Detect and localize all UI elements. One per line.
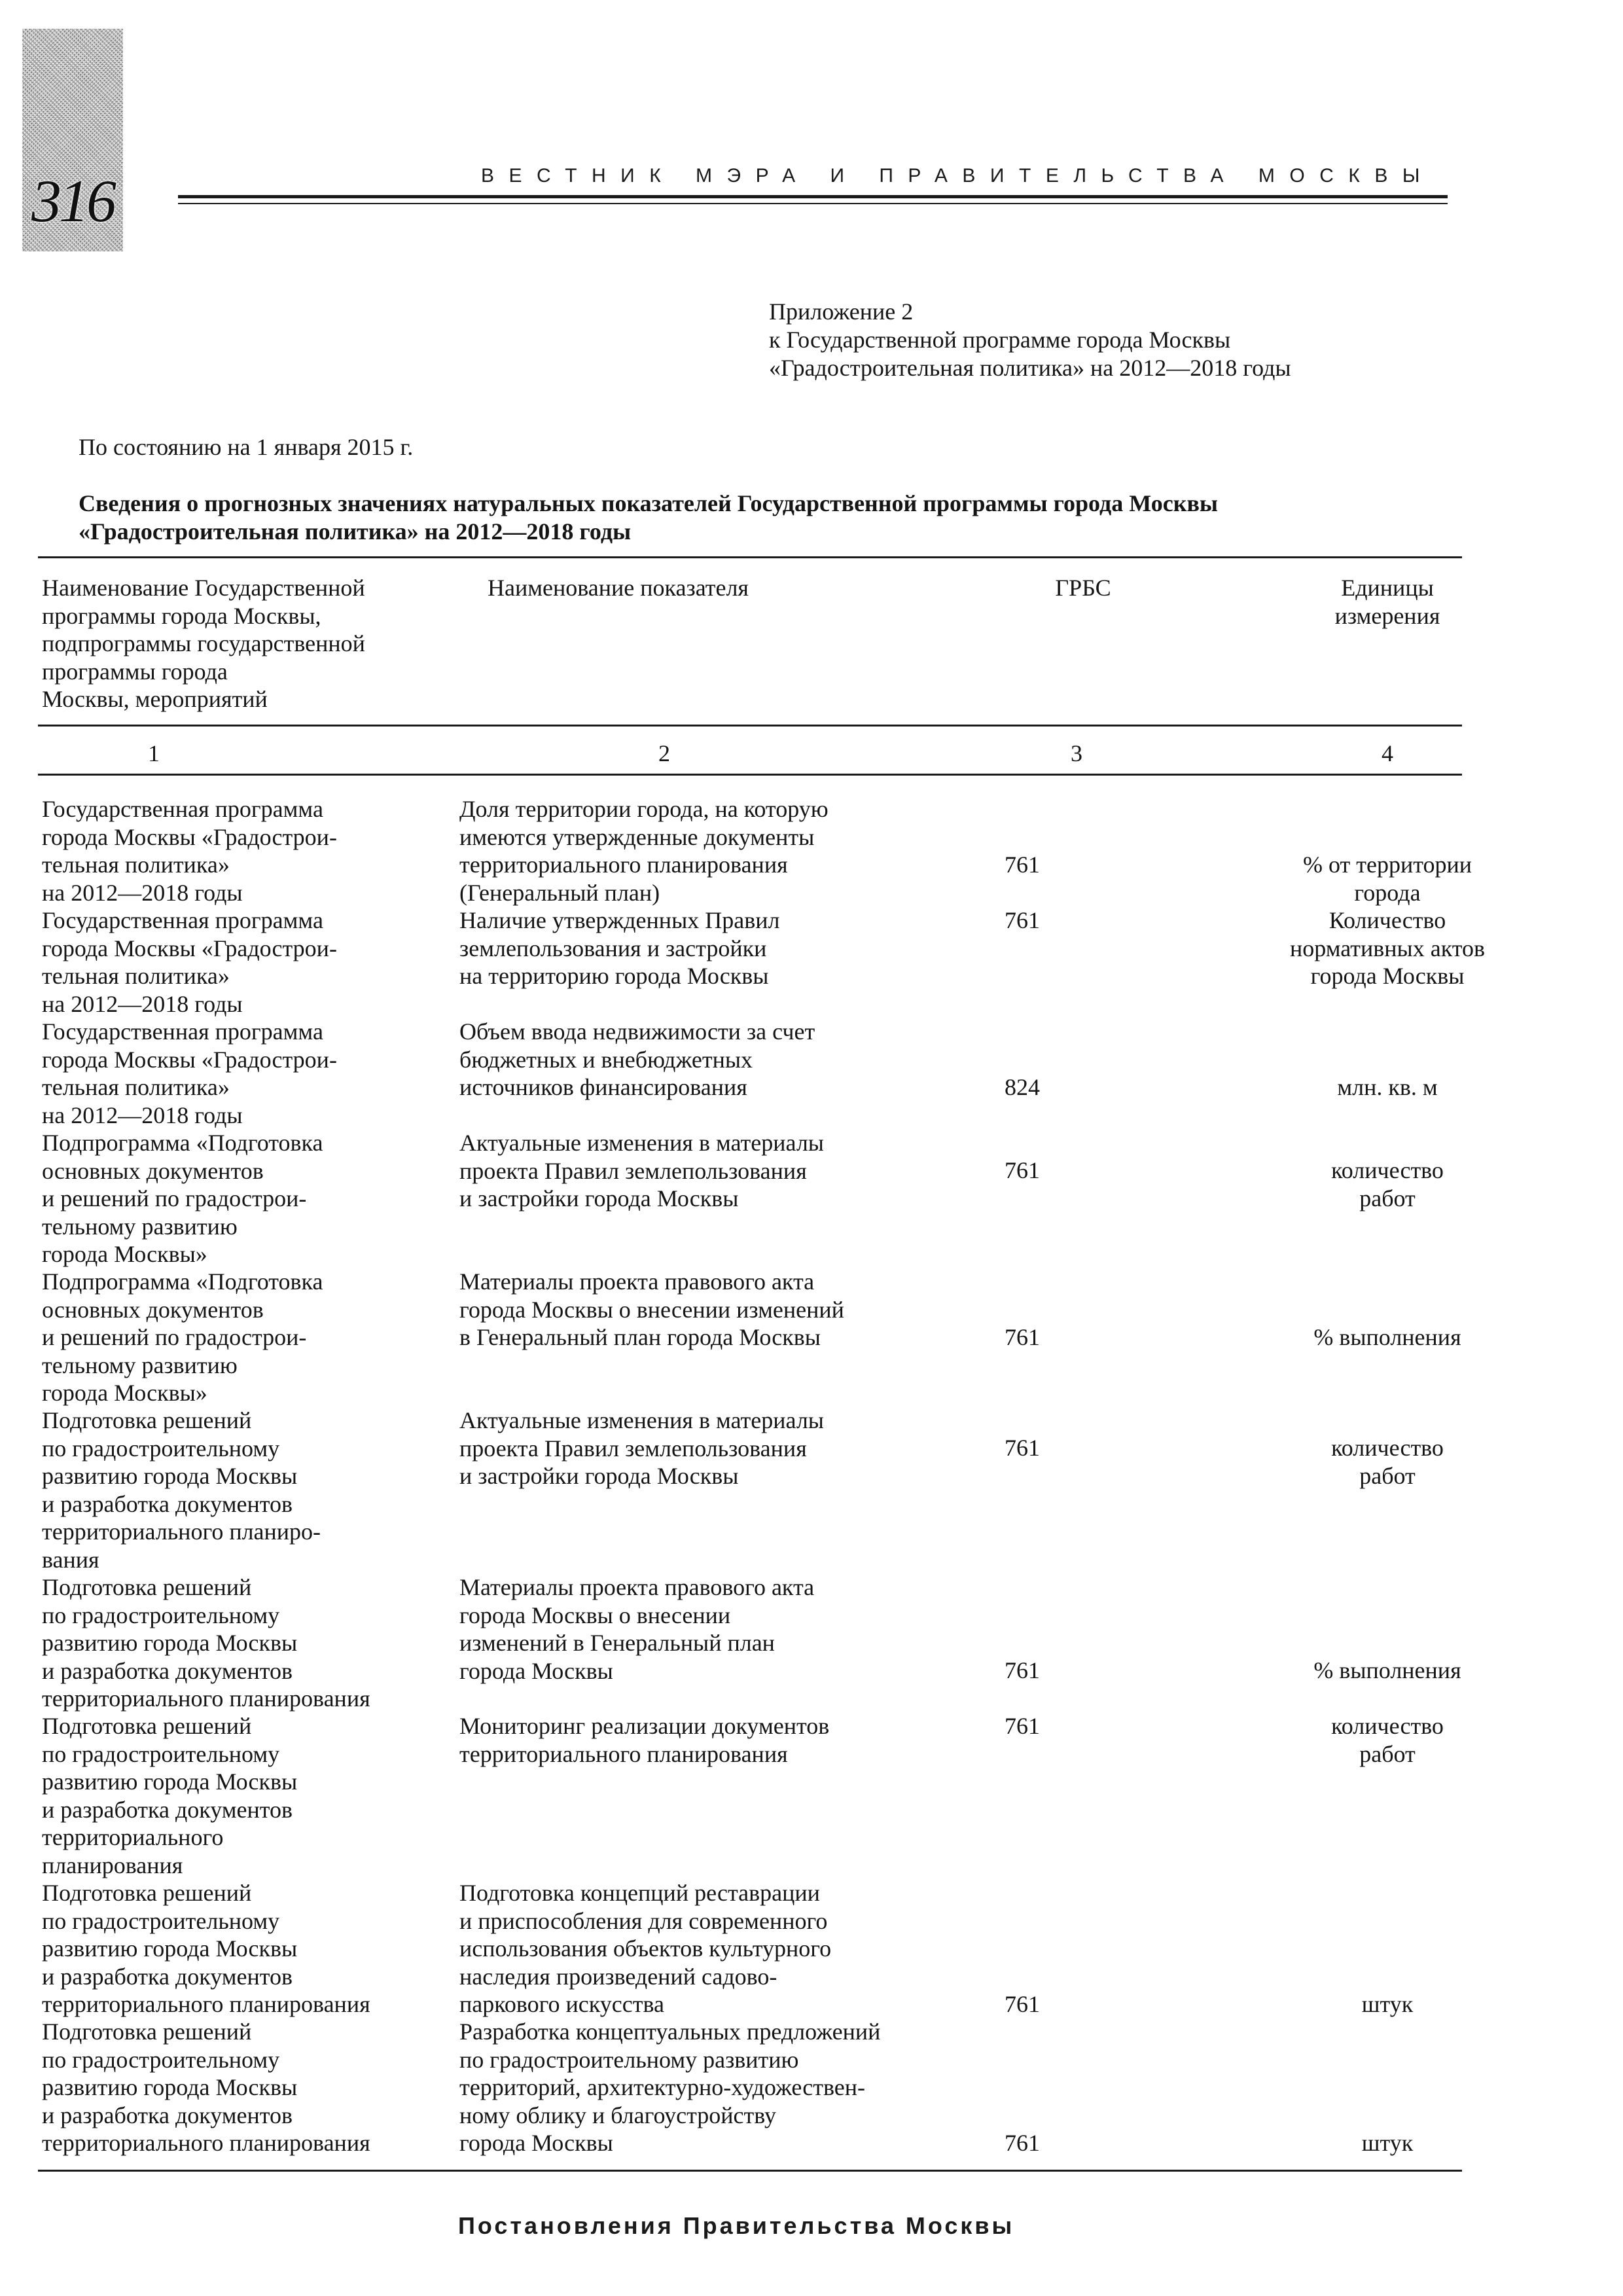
row-6-grbs: 761 (1005, 1435, 1040, 1461)
row-7-program: Подготовка решений по градостроительному развитию города Москвы и разработка документов территориального планирования (42, 1574, 370, 1712)
row-9-program: Подготовка решений по градостроительному развитию города Москвы и разработка документов территориального планирования (42, 1880, 370, 2017)
row-3-indicator: Объем ввода недвижимости за счет бюджетных и внебюджетных источников финансирования (459, 1018, 815, 1100)
row-7-indicator: Материалы проекта правового акта города Москвы о внесении изменений в Генеральный план города Москвы (459, 1574, 815, 1684)
title-line: Сведения о прогнозных значениях натуральных показателей Государственной программы города Москвы (79, 490, 1218, 516)
row-4-unit: количество работ (1331, 1157, 1444, 1211)
as-of-date: По состоянию на 1 января 2015 г. (79, 434, 414, 460)
row-4-grbs: 761 (1005, 1157, 1040, 1183)
row-2-indicator: Наличие утвержденных Правил землепользования и застройки на территорию города Москвы (459, 907, 780, 989)
row-8-program: Подготовка решений по градостроительному развитию города Москвы и разработка документов территориального планирования (42, 1713, 298, 1878)
row-10-program: Подготовка решений по градостроительному развитию города Москвы и разработка документов территориального планирования (42, 2018, 370, 2156)
row-8-unit: количество работ (1331, 1713, 1444, 1767)
header-rule (178, 195, 1448, 198)
row-3-grbs: 824 (1005, 1074, 1040, 1100)
row-9-grbs: 761 (1005, 1991, 1040, 2017)
appendix-line: к Государственной программе города Москвы (769, 327, 1231, 353)
row-5-program: Подпрограмма «Подготовка основных документов и решений по градострои- тельному развитию города Москвы» (42, 1268, 323, 1406)
page-number-badge (22, 29, 123, 251)
row-10-indicator: Разработка концептуальных предложений по градостроительному развитию территорий, архитектурно-художествен- ному облику и благоустройству города Москвы (459, 2018, 881, 2156)
table-header-rule (38, 725, 1462, 726)
column-header-indicator: Наименование показателя (488, 575, 749, 601)
document-title (79, 490, 1518, 546)
column-header-unit: Единицы измерения (1334, 575, 1440, 629)
row-8-grbs: 761 (1005, 1713, 1040, 1739)
row-6-indicator: Актуальные изменения в материалы проекта Правил землепользования и застройки города Москвы (459, 1407, 824, 1489)
row-10-unit: штук (1361, 2130, 1414, 2156)
row-6-program: Подготовка решений по градостроительному развитию города Москвы и разработка документов территориального планиро- вания (42, 1407, 321, 1573)
row-3-unit: млн. кв. м (1337, 1074, 1438, 1100)
row-7-grbs: 761 (1005, 1657, 1040, 1683)
row-4-program: Подпрограмма «Подготовка основных документов и решений по градострои- тельному развитию города Москвы» (42, 1130, 323, 1267)
row-7-unit: % выполнения (1313, 1657, 1461, 1683)
table-numbers-rule (38, 774, 1462, 776)
row-1-unit: % от территории города (1302, 852, 1472, 906)
column-header-grbs: ГРБС (1055, 575, 1111, 601)
row-5-indicator: Материалы проекта правового акта города Москвы о внесении изменений в Генеральный план города Москвы (459, 1268, 844, 1350)
appendix-line: Приложение 2 (769, 298, 914, 325)
row-8-indicator: Мониторинг реализации документов территориального планирования (459, 1713, 830, 1767)
column-number: 2 (658, 740, 670, 766)
row-3-program: Государственная программа города Москвы «Градострои- тельная политика» на 2012—2018 годы (42, 1018, 337, 1128)
row-4-indicator: Актуальные изменения в материалы проекта Правил землепользования и застройки города Москвы (459, 1130, 824, 1211)
row-9-unit: штук (1361, 1991, 1414, 2017)
row-1-grbs: 761 (1005, 852, 1040, 878)
column-header-program: Наименование Государственной программы города Москвы, подпрограммы государственной программы города Москвы, мероприятий (42, 575, 365, 712)
appendix-note (769, 298, 1489, 382)
row-5-grbs: 761 (1005, 1324, 1040, 1350)
row-2-grbs: 761 (1005, 907, 1040, 933)
column-number: 4 (1382, 740, 1393, 766)
appendix-line: «Градостроительная политика» на 2012—2018 годы (769, 355, 1291, 381)
header-rule-thin (178, 203, 1448, 204)
row-9-indicator: Подготовка концепций реставрации и приспособления для современного использования объектов культурного наследия произведений садово- паркового искусства (459, 1880, 832, 2017)
row-2-unit: Количество нормативных актов города Москвы (1289, 907, 1485, 989)
column-number: 3 (1071, 740, 1082, 766)
section-footer: Постановления Правительства Москвы (458, 2212, 1015, 2239)
table-top-rule (38, 556, 1462, 558)
row-1-indicator: Доля территории города, на которую имеются утвержденные документы территориального планирования (Генеральный план) (459, 796, 829, 906)
column-number: 1 (148, 740, 160, 766)
row-6-unit: количество работ (1331, 1435, 1444, 1489)
page-number: 316 (31, 168, 114, 234)
title-line: «Градостроительная политика» на 2012—2018 годы (79, 518, 632, 545)
journal-title: ВЕСТНИК МЭРА И ПРАВИТЕЛЬСТВА МОСКВЫ (481, 165, 1435, 187)
row-2-program: Государственная программа города Москвы «Градострои- тельная политика» на 2012—2018 годы (42, 907, 337, 1017)
row-10-grbs: 761 (1005, 2130, 1040, 2156)
row-1-program: Государственная программа города Москвы «Градострои- тельная политика» на 2012—2018 годы (42, 796, 337, 906)
row-5-unit: % выполнения (1313, 1324, 1461, 1350)
table-bottom-rule (38, 2170, 1462, 2172)
